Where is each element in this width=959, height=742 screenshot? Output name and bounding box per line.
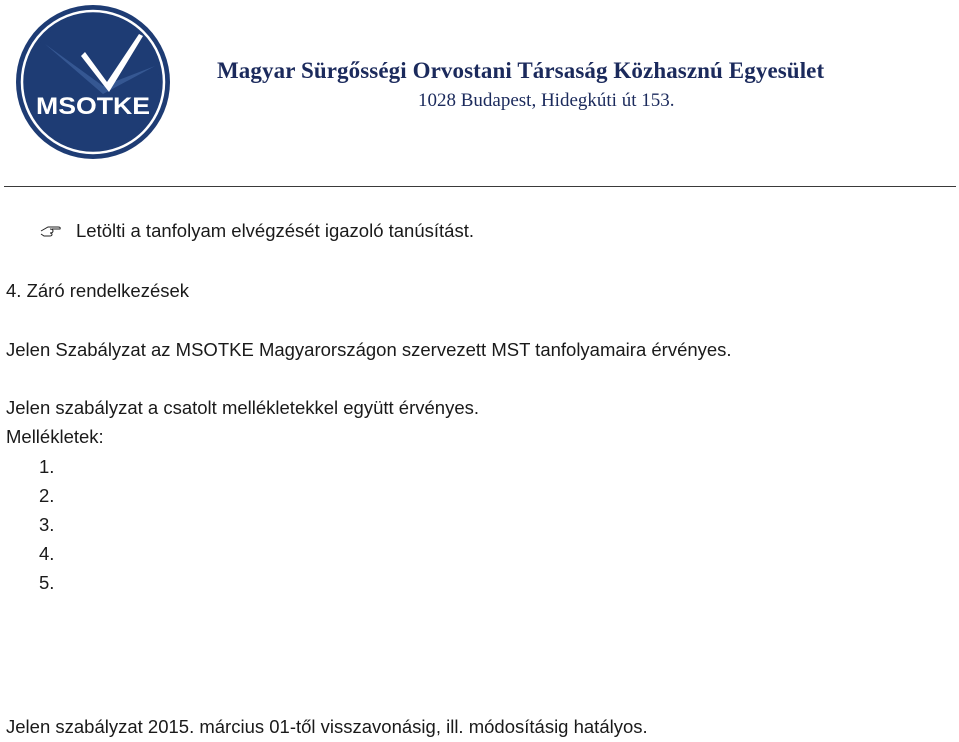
bullet-item	[40, 219, 474, 243]
organization-address: 1028 Budapest, Hidegkúti út 153.	[418, 90, 675, 111]
organization-name: Magyar Sürgősségi Orvostani Társaság Közhasznú Egyesület	[217, 58, 825, 83]
list-item: 4.	[39, 543, 55, 564]
paragraph-validity: Jelen szabályzat a csatolt mellékletekkel együtt érvényes.	[6, 397, 480, 418]
closing-statement: Jelen szabályzat 2015. március 01-től visszavonásig, ill. módosításig hatályos.	[6, 716, 648, 737]
attachments-list	[39, 455, 54, 600]
header-divider	[4, 186, 956, 187]
section-heading: 4. Záró rendelkezések	[6, 280, 190, 301]
msotke-logo	[15, 4, 171, 160]
list-item: 1.	[39, 456, 55, 477]
pointing-hand-icon	[40, 224, 62, 238]
logo-text: MSOTKE	[36, 93, 150, 120]
paragraph-scope: Jelen Szabályzat az MSOTKE Magyarországon szervezett MST tanfolyamaira érvényes.	[6, 339, 732, 360]
list-item: 2.	[39, 485, 55, 506]
attachments-label: Mellékletek:	[6, 426, 104, 447]
list-item: 3.	[39, 514, 55, 535]
list-item: 5.	[39, 572, 55, 593]
bullet-text: Letölti a tanfolyam elvégzését igazoló tanúsítást.	[76, 220, 474, 241]
